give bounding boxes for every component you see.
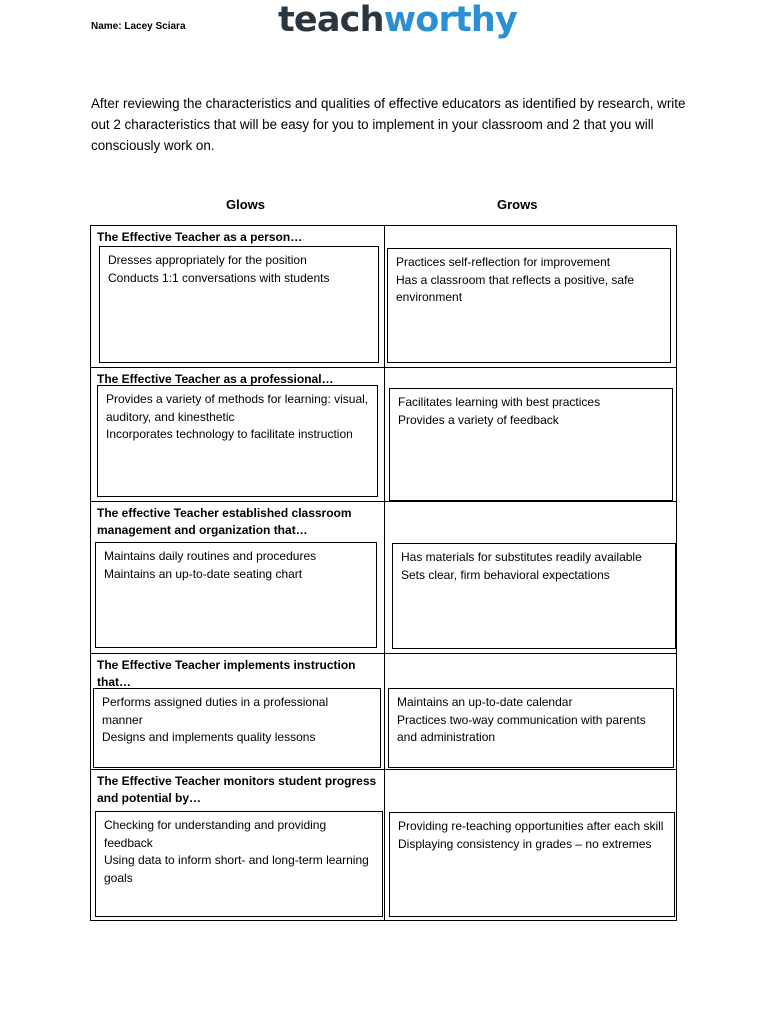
glows-item: Dresses appropriately for the position (108, 253, 307, 267)
glows-grows-table (90, 225, 677, 921)
grows-answer-box[interactable] (387, 248, 671, 363)
grows-answer-box[interactable] (389, 388, 673, 501)
glows-item: Provides a variety of methods for learning: visual, auditory, and kinesthetic (106, 392, 369, 424)
glows-answer-box[interactable] (93, 688, 381, 768)
glows-item: Checking for understanding and providing feedback (104, 818, 327, 850)
grows-answer-box[interactable] (389, 812, 675, 917)
grows-item: Has a classroom that reflects a positive, safe environment (396, 272, 635, 304)
table-row (91, 226, 676, 368)
glows-item: Maintains an up-to-date seating chart (104, 566, 303, 581)
glows-item: Using data to inform short- and long-term learning goals (104, 853, 369, 885)
glows-cell (91, 368, 385, 501)
glows-cell (91, 770, 385, 920)
logo-text-worthy: worthy (383, 0, 518, 40)
grows-cell (385, 654, 676, 769)
grows-cell (385, 226, 676, 367)
grows-item: Practices two-way communication with parents and administration (397, 712, 646, 744)
glows-item: Incorporates technology to facilitate instruction (106, 427, 353, 441)
glows-cell (91, 654, 385, 769)
instructions-text: After reviewing the characteristics and qualities of effective educators as identified by research, write out 2 characteristics that will be easy for you to implement in your classroom and 2 that you will consciously work on. (91, 96, 686, 153)
glows-cell (91, 226, 385, 367)
grows-cell (385, 770, 676, 920)
table-row (91, 368, 676, 502)
row-title: The Effective Teacher as a professional… (97, 372, 334, 386)
table-row (91, 502, 676, 654)
glows-answer-box[interactable] (97, 385, 378, 497)
row-title: The Effective Teacher as a person… (97, 230, 303, 244)
table-row (91, 770, 676, 920)
glows-item: Maintains daily routines and procedures (104, 549, 317, 563)
glows-answer-box[interactable] (95, 811, 383, 917)
glows-column-header: Glows (226, 197, 266, 212)
grows-item: Provides a variety of feedback (398, 412, 559, 427)
table-row (91, 654, 676, 770)
grows-item: Has materials for substitutes readily available (401, 550, 642, 564)
teachworthy-logo (278, 0, 517, 40)
glows-item: Designs and implements quality lessons (102, 730, 316, 744)
logo-text-teach: teach (278, 0, 384, 40)
grows-item: Displaying consistency in grades – no extremes (398, 836, 652, 851)
grows-item: Maintains an up-to-date calendar (397, 695, 573, 709)
grows-item: Facilitates learning with best practices (398, 395, 601, 409)
grows-item: Practices self-reflection for improvement (396, 255, 611, 269)
grows-cell (385, 368, 676, 501)
grows-answer-box[interactable] (388, 688, 674, 768)
glows-item: Performs assigned duties in a professional manner (102, 695, 329, 727)
glows-answer-box[interactable] (99, 246, 379, 363)
student-name: Name: Lacey Sciara (91, 21, 186, 32)
grows-item: Providing re-teaching opportunities after each skill (398, 819, 664, 833)
row-title: The Effective Teacher monitors student progress and potential by… (97, 774, 377, 805)
grows-answer-box[interactable] (392, 543, 676, 649)
glows-cell (91, 502, 385, 653)
grows-item: Sets clear, firm behavioral expectations (401, 567, 610, 582)
grows-column-header: Grows (497, 197, 538, 212)
glows-item: Conducts 1:1 conversations with students (108, 270, 330, 285)
grows-cell (385, 502, 676, 653)
row-title: The Effective Teacher implements instruction that… (97, 658, 356, 689)
row-title: The effective Teacher established classroom management and organization that… (97, 506, 352, 537)
glows-answer-box[interactable] (95, 542, 377, 648)
